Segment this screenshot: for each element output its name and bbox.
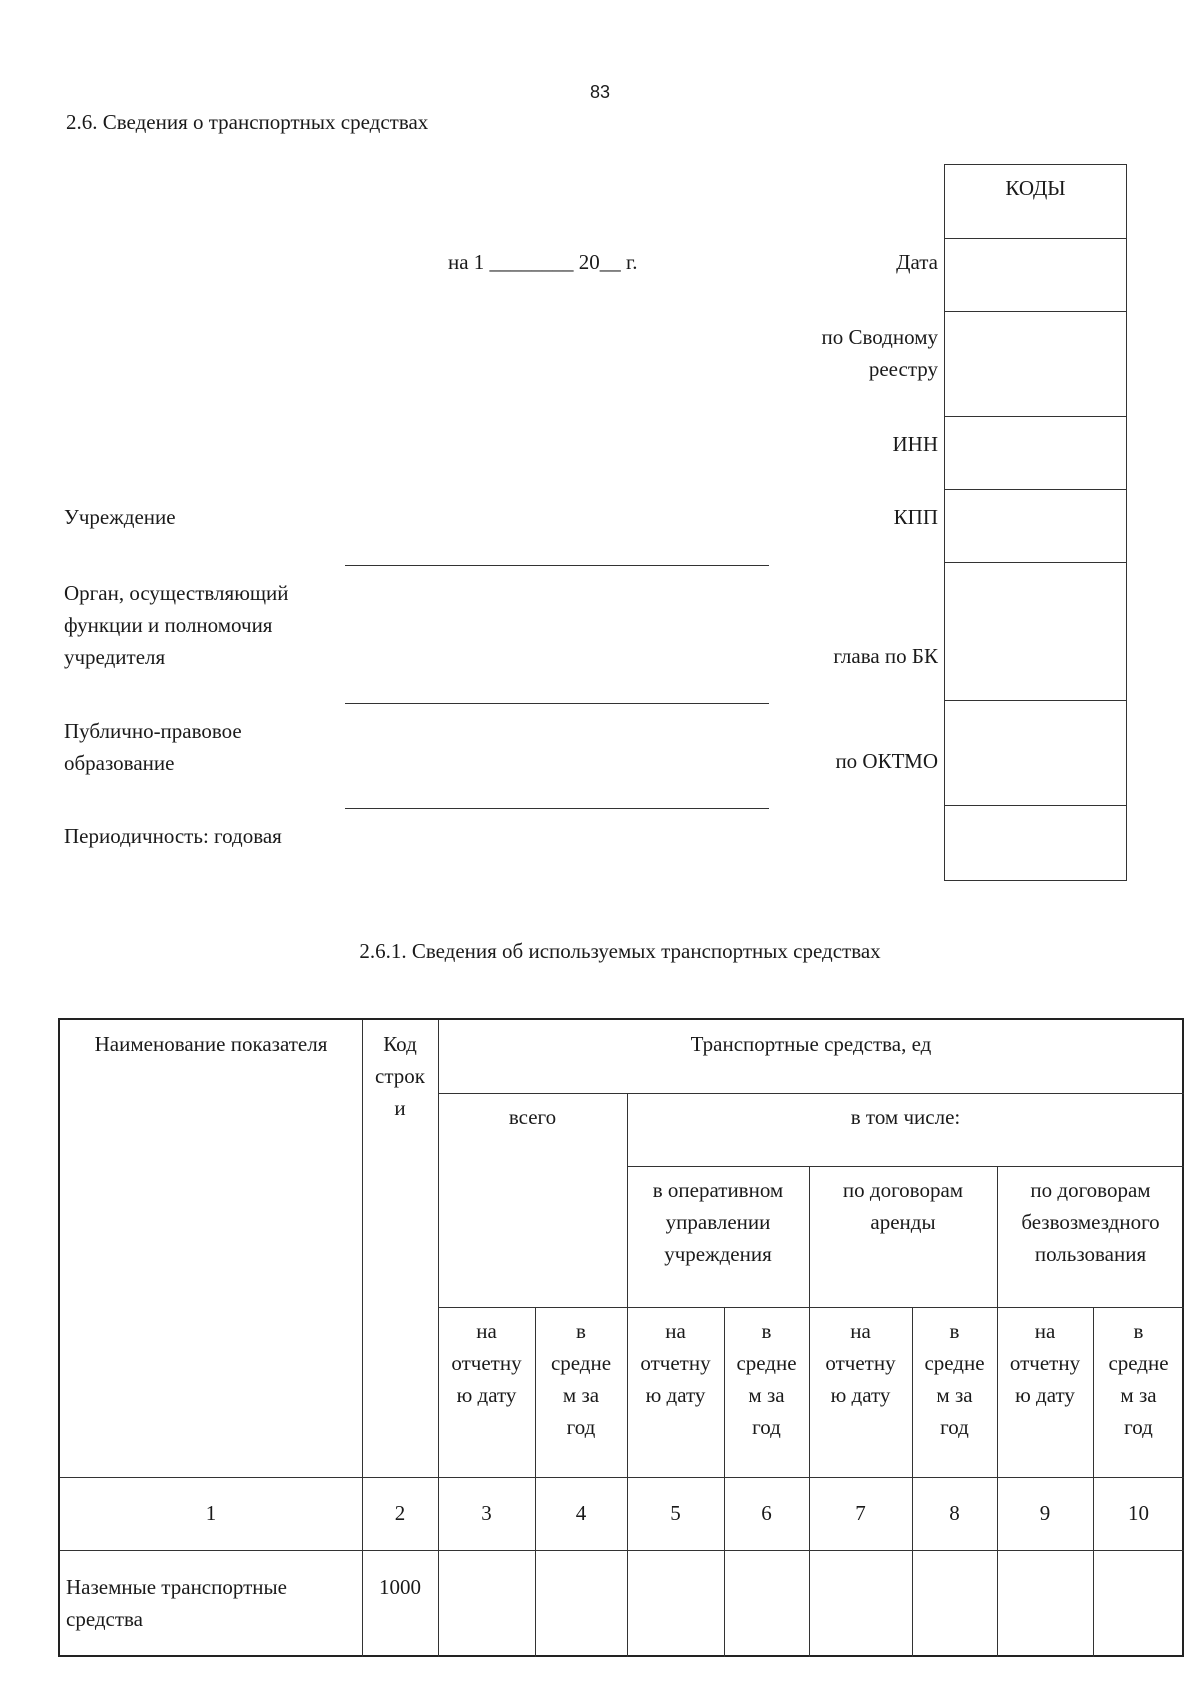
subheader-average: средне <box>1108 1351 1169 1375</box>
header-lease-1: по договорам <box>842 1178 964 1202</box>
header-operative-3: учреждения <box>664 1242 772 1266</box>
row-code: 1000 <box>379 1575 421 1599</box>
header-free-2: безвозмездного <box>1021 1210 1160 1234</box>
label-organ-2: функции и полномочия <box>64 613 273 637</box>
col-number-2: 2 <box>394 1501 406 1525</box>
public-underline <box>345 808 769 809</box>
subheader-date: на <box>850 1319 871 1343</box>
label-oktmo: по ОКТМО <box>835 749 938 773</box>
label-organ-3: учредителя <box>64 645 166 669</box>
header-including: в том числе: <box>850 1105 961 1129</box>
subheader-date: отчетну <box>451 1351 522 1375</box>
label-organ-1: Орган, осуществляющий <box>64 581 289 605</box>
header-operative-1: в оперативном <box>652 1178 784 1202</box>
label-bk: глава по БК <box>833 644 938 668</box>
subheader-average: год <box>752 1415 781 1439</box>
label-institution: Учреждение <box>64 505 176 529</box>
col-number-8: 8 <box>949 1501 960 1525</box>
page-number: 83 <box>590 82 611 102</box>
header-name: Наименование показателя <box>94 1032 328 1056</box>
subheader-average: м за <box>748 1383 785 1407</box>
subheader-date: на <box>665 1319 686 1343</box>
header-free-3: пользования <box>1034 1242 1147 1266</box>
col-number-3: 3 <box>481 1501 492 1525</box>
col-number-9: 9 <box>1039 1501 1051 1525</box>
report-date: на 1 ________ 20__ г. <box>448 250 638 274</box>
subheader-average: средне <box>736 1351 797 1375</box>
subheader-average: в <box>761 1319 772 1343</box>
subheader-average: год <box>566 1415 596 1439</box>
subheader-average: м за <box>562 1383 600 1407</box>
header-code-1: Код <box>383 1032 417 1056</box>
header-vehicles: Транспортные средства, ед <box>690 1032 932 1056</box>
label-inn: ИНН <box>892 432 938 456</box>
header-lease-2: аренды <box>870 1210 936 1234</box>
col-number-4: 4 <box>575 1501 587 1525</box>
subheader-date: ю дату <box>1015 1383 1075 1407</box>
row-name-1: Наземные транспортные <box>66 1575 287 1599</box>
subheader-date: на <box>1034 1319 1056 1343</box>
subheader-date: ю дату <box>456 1383 517 1407</box>
codes-box <box>944 164 1127 881</box>
section-title: 2.6. Сведения о транспортных средствах <box>66 110 429 134</box>
header-code-3: и <box>394 1096 406 1120</box>
col-number-10: 10 <box>1128 1501 1149 1525</box>
col-number-6: 6 <box>761 1501 772 1525</box>
organ-underline <box>345 703 769 704</box>
subheader-average: год <box>1124 1415 1153 1439</box>
row-name-2: средства <box>66 1607 144 1631</box>
col-number-7: 7 <box>855 1501 866 1525</box>
label-date: Дата <box>896 250 938 274</box>
subheader-average: в <box>1133 1319 1144 1343</box>
subheader-average: м за <box>936 1383 973 1407</box>
subheader-date: отчетну <box>825 1351 896 1375</box>
subheader-average: средне <box>550 1351 612 1375</box>
header-total: всего <box>508 1105 557 1129</box>
subheader-average: год <box>940 1415 969 1439</box>
col-number-5: 5 <box>670 1501 681 1525</box>
subheader-average: в <box>576 1319 586 1343</box>
label-public-1: Публично-правовое <box>64 719 242 743</box>
label-registry-2: реестру <box>868 357 938 381</box>
label-registry-1: по Сводному <box>821 325 938 349</box>
label-periodicity: Периодичность: годовая <box>64 824 282 848</box>
label-kpp: КПП <box>893 505 938 529</box>
subheader-average: м за <box>1120 1383 1157 1407</box>
subheader-average: средне <box>924 1351 985 1375</box>
subheader-date: отчетну <box>640 1351 711 1375</box>
col-number-1: 1 <box>205 1501 217 1525</box>
header-free-1: по договорам <box>1030 1178 1151 1202</box>
institution-underline <box>345 565 769 566</box>
subheader-date: на <box>476 1319 497 1343</box>
subheader-average: в <box>949 1319 960 1343</box>
subheader-date: ю дату <box>830 1383 891 1407</box>
header-code-2: строк <box>375 1064 425 1088</box>
label-public-2: образование <box>64 751 175 775</box>
subsection-title: 2.6.1. Сведения об используемых транспортных средствах <box>359 939 881 963</box>
subheader-date: ю дату <box>645 1383 706 1407</box>
header-operative-2: управлении <box>665 1210 771 1234</box>
codes-title: КОДЫ <box>1005 176 1066 200</box>
vehicles-table <box>58 1018 1184 1657</box>
subheader-date: отчетну <box>1009 1351 1081 1375</box>
